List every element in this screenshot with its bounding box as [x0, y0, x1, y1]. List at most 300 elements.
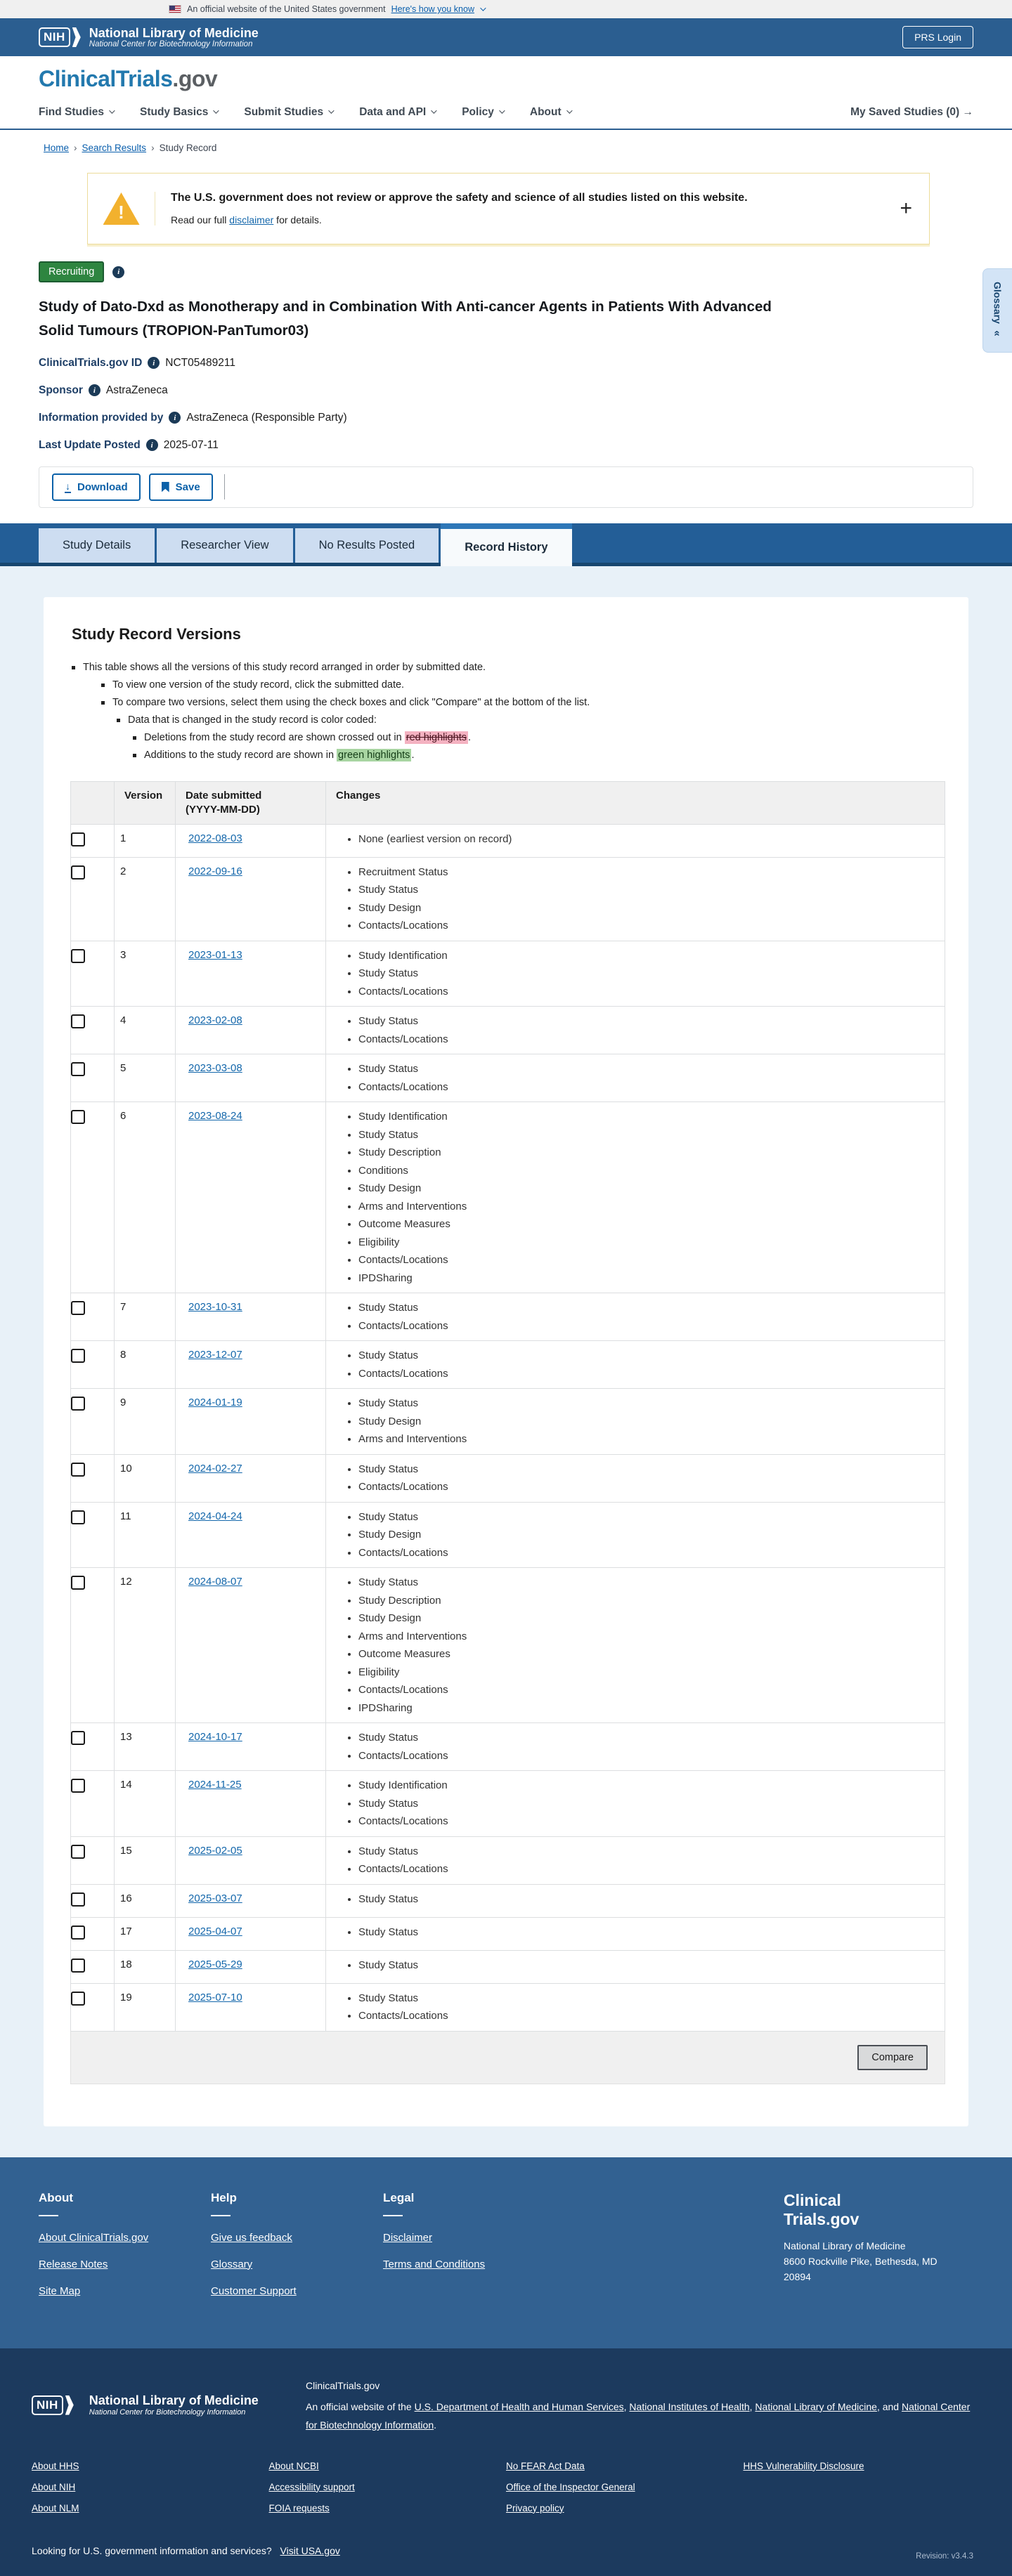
date-link[interactable]: 2023-02-08	[188, 1014, 242, 1027]
version-cell: 15	[115, 1836, 176, 1884]
footer-bottom-column	[269, 2461, 507, 2524]
change-item: • Outcome Measures	[358, 1215, 935, 1234]
info-icon[interactable]: i	[148, 357, 160, 369]
nav-item-label: About	[529, 106, 562, 118]
footer-bottom-link-about-nih[interactable]: About NIH	[32, 2481, 76, 2492]
government-footer	[0, 2348, 1012, 2576]
glossary-side-tab[interactable]	[982, 268, 1012, 353]
breadcrumb-separator: ›	[74, 143, 77, 153]
date-cell	[176, 1102, 326, 1293]
footer-bottom-link-about-ncbi[interactable]: About NCBI	[268, 2460, 319, 2471]
checkbox-cell	[71, 1568, 115, 1723]
change-item: • Study Status	[358, 881, 935, 899]
table-row	[71, 1568, 945, 1723]
study-header	[0, 244, 1012, 452]
change-item: • Contacts/Locations	[358, 1812, 935, 1831]
version-checkbox[interactable]	[71, 1731, 85, 1745]
version-checkbox[interactable]	[71, 1110, 85, 1124]
bullet-square-icon	[133, 736, 136, 740]
changes-list	[336, 1012, 935, 1048]
footer-link-give-us-feedback[interactable]: Give us feedback	[211, 2231, 292, 2244]
checkbox-cell	[71, 1983, 115, 2031]
footer-address	[784, 2238, 973, 2284]
date-link[interactable]: 2022-08-03	[188, 832, 242, 844]
checkbox-cell	[71, 1389, 115, 1455]
change-item: • Contacts/Locations	[358, 1747, 935, 1765]
nav-item-label: Policy	[462, 106, 494, 118]
change-item: • Study Design	[358, 1413, 935, 1431]
footer-bottom-link-about-hhs[interactable]: About HHS	[32, 2460, 79, 2471]
revision-label: Revision: v3.4.3	[916, 2551, 973, 2561]
saved-studies-label: My Saved Studies (0)	[850, 106, 960, 118]
record-history-panel	[0, 566, 1012, 2157]
date-cell	[176, 1983, 326, 2031]
bullet-square-icon	[101, 684, 105, 687]
changes-list	[336, 1347, 935, 1382]
tab-record-history[interactable]: Record History	[441, 523, 571, 566]
table-row	[71, 1983, 945, 2031]
gov-banner	[0, 0, 1012, 18]
meta-label-information-provided-by: Information provided by	[39, 411, 164, 424]
how-you-know-link[interactable]: Here's how you know	[391, 4, 474, 14]
checkbox-cell	[71, 941, 115, 1007]
footer-column-heading: About	[39, 2190, 74, 2204]
change-item: • Contacts/Locations	[358, 1860, 935, 1878]
version-checkbox[interactable]	[71, 1062, 85, 1076]
version-checkbox[interactable]	[71, 1014, 85, 1028]
breadcrumb-link-home[interactable]: Home	[44, 143, 70, 153]
date-cell	[176, 1007, 326, 1054]
changes-cell	[326, 1293, 945, 1341]
change-item: • Study Status	[358, 1060, 935, 1078]
date-link[interactable]: 2023-10-31	[188, 1301, 242, 1314]
intro-bullet	[133, 747, 942, 764]
footer-bottom-column	[744, 2461, 981, 2524]
date-cell	[176, 1884, 326, 1917]
nav-item-submit-studies[interactable]	[244, 106, 332, 119]
changes-cell	[326, 1836, 945, 1884]
warning-triangle-icon	[103, 192, 140, 225]
footer-bottom-link-office-of-the-inspector-general[interactable]: Office of the Inspector General	[506, 2481, 635, 2492]
date-cell	[176, 1723, 326, 1771]
save-label: Save	[175, 480, 200, 493]
changes-list	[336, 1923, 935, 1942]
date-link[interactable]: 2024-02-27	[188, 1462, 242, 1475]
date-cell	[176, 1454, 326, 1502]
checkbox-cell	[71, 1950, 115, 1983]
change-item: • IPDSharing	[358, 1699, 935, 1718]
date-cell	[176, 1771, 326, 1837]
footer-address-line: National Library of Medicine	[784, 2240, 906, 2251]
bookmark-icon	[162, 482, 169, 492]
my-saved-studies-link[interactable]	[850, 106, 973, 119]
changes-cell	[326, 824, 945, 857]
intro-bullet	[117, 712, 942, 729]
version-cell: 17	[115, 1917, 176, 1950]
table-row	[71, 1836, 945, 1884]
change-item: • IPDSharing	[358, 1269, 935, 1288]
version-column-header: Version	[115, 781, 176, 824]
change-item: • Study Status	[358, 1126, 935, 1144]
version-checkbox[interactable]	[71, 1892, 85, 1907]
table-row	[71, 1454, 945, 1502]
tab-no-results-posted[interactable]: No Results Posted	[295, 528, 439, 563]
table-row	[71, 1007, 945, 1054]
table-row	[71, 1723, 945, 1771]
footer-bottom-column	[32, 2461, 269, 2524]
nav-item-policy[interactable]	[462, 106, 503, 119]
change-item: • Eligibility	[358, 1234, 935, 1252]
warning-banner	[87, 173, 930, 244]
intro-bullet	[72, 659, 942, 676]
study-title: Study of Dato-Dxd as Monotherapy and in Combination With Anti-cancer Agents in Patients With Advanced Solid Tumours (TROPION-PanTumor03)	[39, 299, 772, 339]
change-item: • Contacts/Locations	[358, 1478, 935, 1496]
changes-list	[336, 1777, 935, 1831]
footer-column-heading: Legal	[383, 2190, 415, 2204]
version-cell: 16	[115, 1884, 176, 1917]
version-checkbox[interactable]	[71, 1510, 85, 1524]
study-meta-row	[39, 357, 973, 370]
footer-heading-rule	[211, 2215, 231, 2216]
info-icon[interactable]: i	[146, 439, 158, 451]
change-item: • Conditions	[358, 1162, 935, 1180]
version-cell: 3	[115, 941, 176, 1007]
official-link-national-institutes-of-health[interactable]: National Institutes of Health	[629, 2400, 750, 2412]
official-link-national-library-of-medicine[interactable]: National Library of Medicine	[755, 2400, 877, 2412]
footer-link-site-map[interactable]: Site Map	[39, 2284, 81, 2297]
version-checkbox[interactable]	[71, 832, 85, 846]
intro-bullet	[101, 676, 942, 694]
change-item: • Contacts/Locations	[358, 1681, 935, 1699]
info-icon[interactable]: i	[112, 266, 124, 278]
nav-item-data-and-api[interactable]	[359, 106, 435, 119]
red-highlight-sample: red highlights	[406, 731, 467, 743]
status-badge: Recruiting	[39, 261, 104, 282]
collapse-chevrons-icon: «	[992, 330, 1004, 337]
checkbox-cell	[71, 1454, 115, 1502]
change-item: • Study Status	[358, 1347, 935, 1365]
change-item: • Contacts/Locations	[358, 1078, 935, 1097]
date-link[interactable]: 2024-11-25	[188, 1779, 242, 1791]
save-button[interactable]	[149, 473, 213, 501]
changes-list	[336, 1890, 935, 1909]
nav-item-label: Submit Studies	[244, 106, 324, 118]
bullet-square-icon	[133, 754, 136, 757]
download-label: Download	[77, 480, 128, 493]
version-checkbox[interactable]	[71, 1845, 85, 1859]
footer-link-terms-and-conditions[interactable]: Terms and Conditions	[383, 2258, 486, 2270]
changes-cell	[326, 1102, 945, 1293]
info-icon[interactable]: i	[89, 384, 100, 396]
warning-body-suffix: for details.	[273, 214, 322, 225]
us-flag-icon	[169, 5, 181, 13]
change-item: • Study Status	[358, 1460, 935, 1479]
change-item: • Contacts/Locations	[358, 1365, 935, 1383]
footer-bottom-link-no-fear-act-data[interactable]: No FEAR Act Data	[506, 2460, 585, 2471]
change-item: • Contacts/Locations	[358, 1317, 935, 1335]
nih-logo[interactable]	[39, 27, 81, 47]
footer-link-about-clinicaltrials-gov[interactable]: About ClinicalTrials.gov	[39, 2231, 149, 2244]
change-item: • Outcome Measures	[358, 1645, 935, 1663]
breadcrumb-link-search-results[interactable]: Search Results	[82, 143, 147, 153]
footer-logo	[784, 2191, 973, 2230]
nav-item-study-basics[interactable]	[140, 106, 217, 119]
changes-cell	[326, 1454, 945, 1502]
nav-item-find-studies[interactable]	[39, 106, 113, 119]
version-checkbox[interactable]	[71, 865, 85, 880]
changes-cell	[326, 941, 945, 1007]
date-link[interactable]: 2025-07-10	[188, 1991, 242, 2003]
arrow-right-icon: →	[962, 106, 973, 118]
date-header-line2: (YYYY-MM-DD)	[186, 803, 260, 816]
meta-value-sponsor: AstraZeneca	[105, 384, 168, 396]
nih-logo-text-bottom: NIH	[32, 2395, 63, 2415]
footer-link-grid	[32, 2461, 980, 2524]
download-button[interactable]	[52, 473, 141, 501]
site-logo-part2: .gov	[172, 66, 218, 91]
table-row	[71, 1917, 945, 1950]
intro-bullet	[101, 694, 942, 712]
footer-link-release-notes[interactable]: Release Notes	[39, 2258, 108, 2270]
meta-value-clinicaltrials-gov-id: NCT05489211	[165, 356, 235, 369]
version-checkbox[interactable]	[71, 1397, 85, 1411]
footer-bottom-link-foia-requests[interactable]: FOIA requests	[268, 2502, 330, 2513]
warning-body-prefix: Read our full	[171, 214, 230, 225]
version-cell: 2	[115, 857, 176, 941]
date-cell	[176, 1917, 326, 1950]
date-cell	[176, 1054, 326, 1102]
version-checkbox[interactable]	[71, 949, 85, 963]
gov-banner-text: An official website of the United States government	[187, 4, 386, 14]
checkbox-cell	[71, 1054, 115, 1102]
footer-bottom-link-accessibility-support[interactable]: Accessibility support	[268, 2481, 355, 2492]
change-item: • Study Design	[358, 1526, 935, 1544]
study-meta-row	[39, 384, 973, 397]
site-logo[interactable]	[39, 66, 973, 92]
intro-bullet-text: Additions to the study record are shown in green highlights .	[144, 749, 415, 761]
checkbox-cell	[71, 1836, 115, 1884]
bullet-square-icon	[101, 701, 105, 705]
breadcrumb-current: Study Record	[159, 143, 217, 153]
date-link[interactable]: 2025-03-07	[188, 1892, 242, 1904]
checkbox-column-header	[71, 781, 115, 824]
checkbox-cell	[71, 1007, 115, 1054]
prs-login-button[interactable]: PRS Login	[902, 26, 973, 48]
change-item: • Study Description	[358, 1592, 935, 1610]
breadcrumb-separator: ›	[151, 143, 155, 153]
version-checkbox[interactable]	[71, 1349, 85, 1363]
chevron-down-icon	[499, 107, 505, 113]
version-checkbox[interactable]	[71, 1301, 85, 1315]
chevron-down-icon	[328, 107, 334, 113]
change-item: • Arms and Interventions	[358, 1628, 935, 1646]
changes-list	[336, 1843, 935, 1878]
change-item: • Contacts/Locations	[358, 1544, 935, 1562]
version-checkbox[interactable]	[71, 1463, 85, 1477]
change-item: • Recruitment Status	[358, 863, 935, 882]
footer-link-disclaimer[interactable]: Disclaimer	[383, 2231, 433, 2244]
download-icon: ↓	[65, 480, 70, 492]
date-link[interactable]: 2024-10-17	[188, 1731, 242, 1744]
changes-list	[336, 830, 935, 849]
date-link[interactable]: 2024-04-24	[188, 1510, 242, 1522]
change-item: • Study Status	[358, 1299, 935, 1317]
date-link[interactable]: 2023-01-13	[188, 948, 242, 961]
date-link[interactable]: 2024-01-19	[188, 1397, 242, 1409]
table-row	[71, 857, 945, 941]
intro-bullet	[133, 729, 942, 747]
intro-bullet-text: Deletions from the study record are shown crossed out in red highlights .	[144, 731, 472, 743]
footer-link-glossary[interactable]: Glossary	[211, 2258, 253, 2270]
date-link[interactable]: 2023-08-24	[188, 1110, 242, 1123]
tab-researcher-view[interactable]: Researcher View	[157, 528, 292, 563]
expand-plus-icon[interactable]: +	[900, 197, 912, 220]
date-link[interactable]: 2022-09-16	[188, 865, 242, 877]
chevron-down-icon	[566, 107, 572, 113]
usa-gov-prompt: Looking for U.S. government information and services?	[32, 2544, 272, 2556]
page-title: Study Record Versions	[72, 625, 241, 643]
org-name: National Library of Medicine	[89, 25, 259, 40]
study-meta-list	[39, 357, 973, 452]
checkbox-cell	[71, 1502, 115, 1568]
table-header-row	[71, 781, 945, 824]
date-link[interactable]: 2024-08-07	[188, 1576, 242, 1588]
chevron-down-icon	[480, 5, 486, 11]
nih-logo-chevron-icon-bottom	[65, 2395, 74, 2415]
meta-label-sponsor: Sponsor	[39, 384, 83, 396]
table-row	[71, 1771, 945, 1837]
nav-item-label: Data and API	[359, 106, 427, 118]
breadcrumb	[44, 143, 973, 153]
versions-card	[44, 597, 968, 2126]
version-cell: 10	[115, 1454, 176, 1502]
footer-logo-line1: Clinical	[784, 2190, 841, 2209]
version-checkbox[interactable]	[71, 1926, 85, 1940]
checkbox-cell	[71, 1102, 115, 1293]
change-item: • Study Identification	[358, 1108, 935, 1126]
version-cell: 4	[115, 1007, 176, 1054]
bullet-square-icon	[72, 666, 75, 669]
date-link[interactable]: 2025-02-05	[188, 1844, 242, 1857]
date-header-line1: Date submitted	[186, 789, 262, 802]
footer-bottom-link-hhs-vulnerability-disclosure[interactable]: HHS Vulnerability Disclosure	[743, 2460, 864, 2471]
version-cell: 13	[115, 1723, 176, 1771]
table-row	[71, 1950, 945, 1983]
table-row	[71, 824, 945, 857]
site-logo-part1: ClinicalTrials	[39, 66, 173, 91]
meta-label-clinicaltrials-gov-id: ClinicalTrials.gov ID	[39, 356, 143, 369]
toolbar-divider	[224, 474, 225, 499]
glossary-tab-label: Glossary	[992, 281, 1004, 324]
change-item: • Study Status	[358, 1956, 935, 1975]
version-cell: 14	[115, 1771, 176, 1837]
intro-bullet-text: To compare two versions, select them using the check boxes and click "Compare" at the bottom of the list.	[112, 696, 590, 708]
changes-column-header: Changes	[326, 781, 945, 824]
version-cell: 8	[115, 1341, 176, 1389]
change-item: • Study Status	[358, 1574, 935, 1592]
footer-link-customer-support[interactable]: Customer Support	[211, 2284, 297, 2297]
version-checkbox[interactable]	[71, 1959, 85, 1973]
date-cell	[176, 824, 326, 857]
change-item: • Study Status	[358, 965, 935, 983]
change-item: • Study Status	[358, 1989, 935, 2008]
nav-item-about[interactable]	[530, 106, 571, 119]
version-cell: 1	[115, 824, 176, 857]
changes-list	[336, 1299, 935, 1335]
checkbox-cell	[71, 824, 115, 857]
change-item: • Study Design	[358, 1179, 935, 1198]
footer-address-line: 20894	[784, 2270, 811, 2282]
date-link[interactable]: 2023-03-08	[188, 1062, 242, 1075]
changes-cell	[326, 1502, 945, 1568]
site-footer	[0, 2157, 1012, 2348]
date-link[interactable]: 2025-05-29	[188, 1958, 242, 1970]
version-checkbox[interactable]	[71, 1992, 85, 2006]
study-meta-row	[39, 439, 973, 452]
date-link[interactable]: 2023-12-07	[188, 1349, 242, 1361]
change-item: • Contacts/Locations	[358, 1031, 935, 1049]
compare-button[interactable]: Compare	[857, 2045, 928, 2070]
disclaimer-link[interactable]: disclaimer	[229, 214, 274, 225]
date-link[interactable]: 2025-04-07	[188, 1925, 242, 1937]
footer-bottom-link-privacy-policy[interactable]: Privacy policy	[506, 2502, 564, 2513]
footer-org-subname: National Center for Biotechnology Information	[89, 2408, 246, 2417]
change-item: • Arms and Interventions	[358, 1198, 935, 1216]
change-item: • Study Design	[358, 1609, 935, 1628]
nav-item-label: Find Studies	[39, 106, 104, 118]
footer-column-about	[39, 2191, 211, 2312]
site-band	[0, 56, 1012, 130]
change-item: • Study Identification	[358, 947, 935, 965]
visit-usa-gov-link[interactable]: Visit USA.gov	[280, 2544, 340, 2556]
changes-cell	[326, 1950, 945, 1983]
change-item: • Study Status	[358, 1012, 935, 1031]
info-icon[interactable]: i	[169, 412, 181, 424]
nlm-header	[0, 18, 1012, 56]
changes-list	[336, 1729, 935, 1765]
footer-bottom-link-about-nlm[interactable]: About NLM	[32, 2502, 79, 2513]
changes-cell	[326, 1884, 945, 1917]
version-cell: 11	[115, 1502, 176, 1568]
footer-logo-line2: Trials.gov	[784, 2210, 859, 2229]
changes-cell	[326, 1917, 945, 1950]
table-row	[71, 1341, 945, 1389]
changes-list	[336, 1394, 935, 1449]
chevron-down-icon	[109, 107, 115, 113]
meta-label-last-update-posted: Last Update Posted	[39, 438, 141, 451]
meta-value-last-update-posted: 2025-07-11	[163, 438, 219, 451]
version-cell: 9	[115, 1389, 176, 1455]
tab-study-details[interactable]: Study Details	[39, 528, 155, 563]
date-cell	[176, 1836, 326, 1884]
footer-heading-rule	[39, 2215, 58, 2216]
date-cell	[176, 1502, 326, 1568]
change-item: • Study Identification	[358, 1777, 935, 1795]
version-checkbox[interactable]	[71, 1576, 85, 1590]
version-checkbox[interactable]	[71, 1779, 85, 1793]
official-link-u-s-department-of-health-and-human-services[interactable]: U.S. Department of Health and Human Services	[414, 2400, 624, 2412]
date-cell	[176, 1341, 326, 1389]
version-cell: 5	[115, 1054, 176, 1102]
official-link-national-center-for-biotechnology-information[interactable]: National Center for Biotechnology Information	[306, 2400, 971, 2431]
footer-address-line: 8600 Rockville Pike, Bethesda, MD	[784, 2255, 938, 2267]
checkbox-cell	[71, 857, 115, 941]
warning-icon-wrap	[88, 192, 155, 225]
study-meta-row	[39, 412, 973, 424]
study-toolbar	[39, 466, 973, 508]
nih-logo-text: NIH	[39, 27, 70, 47]
changes-cell	[326, 1341, 945, 1389]
